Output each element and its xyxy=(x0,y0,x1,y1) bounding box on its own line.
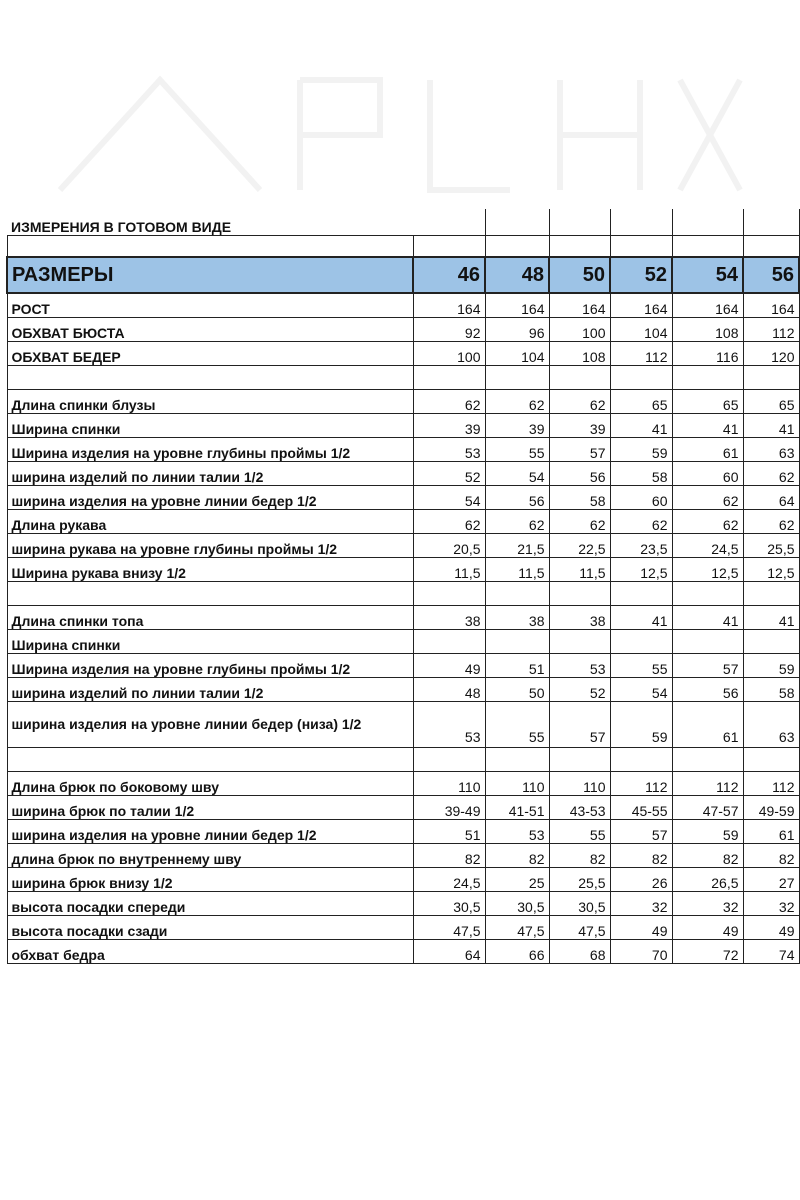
value-cell: 82 xyxy=(743,843,799,867)
value-cell: 50 xyxy=(485,677,549,701)
row-label: РОСТ xyxy=(7,293,413,317)
table-row xyxy=(7,771,799,795)
value-cell: 11,5 xyxy=(549,557,610,581)
value-cell: 32 xyxy=(672,891,743,915)
value-cell: 49 xyxy=(413,653,485,677)
table-row xyxy=(7,795,799,819)
value-cell: 39 xyxy=(549,413,610,437)
row-label: ширина изделия на уровне линии бедер 1/2 xyxy=(7,819,413,843)
row-label: ширина брюк внизу 1/2 xyxy=(7,867,413,891)
value-cell: 59 xyxy=(610,437,672,461)
value-cell: 110 xyxy=(549,771,610,795)
row-label: Ширина изделия на уровне глубины проймы 1/2 xyxy=(7,437,413,461)
value-cell: 38 xyxy=(485,605,549,629)
value-cell: 164 xyxy=(743,293,799,317)
value-cell: 39 xyxy=(413,413,485,437)
row-label: Длина спинки блузы xyxy=(7,389,413,413)
table-row xyxy=(7,461,799,485)
value-cell xyxy=(549,629,610,653)
value-cell: 49-59 xyxy=(743,795,799,819)
row-label: Длина рукава xyxy=(7,509,413,533)
value-cell: 112 xyxy=(672,771,743,795)
value-cell: 58 xyxy=(743,677,799,701)
value-cell: 41 xyxy=(672,605,743,629)
row-label: Ширина рукава внизу 1/2 xyxy=(7,557,413,581)
value-cell: 112 xyxy=(610,341,672,365)
value-cell: 164 xyxy=(672,293,743,317)
value-cell: 62 xyxy=(413,509,485,533)
value-cell: 60 xyxy=(672,461,743,485)
row-label: Длина спинки топа xyxy=(7,605,413,629)
value-cell: 25,5 xyxy=(743,533,799,557)
value-cell: 41 xyxy=(743,605,799,629)
blank-row xyxy=(7,747,799,771)
value-cell: 32 xyxy=(610,891,672,915)
table-row xyxy=(7,413,799,437)
value-cell: 43-53 xyxy=(549,795,610,819)
value-cell: 24,5 xyxy=(413,867,485,891)
table-row xyxy=(7,557,799,581)
value-cell: 25 xyxy=(485,867,549,891)
value-cell: 64 xyxy=(413,939,485,963)
value-cell: 59 xyxy=(610,701,672,747)
blank-row xyxy=(7,235,799,257)
value-cell: 30,5 xyxy=(549,891,610,915)
value-cell: 48 xyxy=(413,677,485,701)
table-row xyxy=(7,653,799,677)
value-cell: 41 xyxy=(743,413,799,437)
value-cell: 82 xyxy=(610,843,672,867)
table-title: ИЗМЕРЕНИЯ В ГОТОВОМ ВИДЕ xyxy=(7,209,413,235)
value-cell: 104 xyxy=(610,317,672,341)
value-cell: 11,5 xyxy=(413,557,485,581)
value-cell: 63 xyxy=(743,701,799,747)
value-cell xyxy=(413,629,485,653)
value-cell: 38 xyxy=(549,605,610,629)
size-46: 46 xyxy=(413,257,485,293)
row-label: ширина изделия на уровне линии бедер (низа) 1/2 xyxy=(7,701,413,747)
value-cell: 12,5 xyxy=(672,557,743,581)
value-cell: 59 xyxy=(743,653,799,677)
value-cell: 116 xyxy=(672,341,743,365)
value-cell: 55 xyxy=(485,437,549,461)
value-cell: 96 xyxy=(485,317,549,341)
value-cell: 59 xyxy=(672,819,743,843)
size-54: 54 xyxy=(672,257,743,293)
row-label: ширина изделий по линии талии 1/2 xyxy=(7,677,413,701)
value-cell: 41 xyxy=(610,605,672,629)
value-cell: 55 xyxy=(485,701,549,747)
value-cell: 68 xyxy=(549,939,610,963)
value-cell: 49 xyxy=(610,915,672,939)
value-cell: 24,5 xyxy=(672,533,743,557)
value-cell: 120 xyxy=(743,341,799,365)
value-cell: 47,5 xyxy=(549,915,610,939)
value-cell: 62 xyxy=(549,509,610,533)
value-cell: 11,5 xyxy=(485,557,549,581)
value-cell: 108 xyxy=(672,317,743,341)
value-cell: 53 xyxy=(413,437,485,461)
value-cell: 61 xyxy=(672,437,743,461)
value-cell: 12,5 xyxy=(610,557,672,581)
value-cell: 25,5 xyxy=(549,867,610,891)
row-label: Ширина спинки xyxy=(7,629,413,653)
row-label: ОБХВАТ БЕДЕР xyxy=(7,341,413,365)
value-cell: 27 xyxy=(743,867,799,891)
value-cell: 56 xyxy=(672,677,743,701)
value-cell: 70 xyxy=(610,939,672,963)
value-cell: 112 xyxy=(610,771,672,795)
value-cell: 47,5 xyxy=(413,915,485,939)
value-cell: 164 xyxy=(610,293,672,317)
table-row xyxy=(7,915,799,939)
value-cell: 58 xyxy=(610,461,672,485)
value-cell: 100 xyxy=(549,317,610,341)
value-cell: 30,5 xyxy=(485,891,549,915)
value-cell: 57 xyxy=(672,653,743,677)
row-label: ширина изделия на уровне линии бедер 1/2 xyxy=(7,485,413,509)
value-cell: 65 xyxy=(743,389,799,413)
table-row xyxy=(7,485,799,509)
row-label: ОБХВАТ БЮСТА xyxy=(7,317,413,341)
value-cell: 62 xyxy=(672,509,743,533)
value-cell xyxy=(743,629,799,653)
measurements-table xyxy=(6,209,800,964)
value-cell: 61 xyxy=(672,701,743,747)
table-row xyxy=(7,317,799,341)
table-row xyxy=(7,509,799,533)
value-cell: 53 xyxy=(485,819,549,843)
row-label: ширина изделий по линии талии 1/2 xyxy=(7,461,413,485)
value-cell: 58 xyxy=(549,485,610,509)
row-label: Ширина спинки xyxy=(7,413,413,437)
value-cell xyxy=(610,629,672,653)
value-cell: 65 xyxy=(672,389,743,413)
value-cell: 112 xyxy=(743,317,799,341)
table-row xyxy=(7,533,799,557)
table-row xyxy=(7,629,799,653)
row-label: Длина брюк по боковому шву xyxy=(7,771,413,795)
blank-row xyxy=(7,581,799,605)
table-row xyxy=(7,867,799,891)
value-cell: 41 xyxy=(672,413,743,437)
value-cell: 52 xyxy=(413,461,485,485)
value-cell: 110 xyxy=(485,771,549,795)
size-chart xyxy=(6,209,800,964)
value-cell: 82 xyxy=(413,843,485,867)
value-cell: 74 xyxy=(743,939,799,963)
table-row xyxy=(7,677,799,701)
value-cell: 65 xyxy=(610,389,672,413)
size-48: 48 xyxy=(485,257,549,293)
value-cell: 38 xyxy=(413,605,485,629)
value-cell: 30,5 xyxy=(413,891,485,915)
table-row xyxy=(7,939,799,963)
value-cell: 82 xyxy=(672,843,743,867)
value-cell: 62 xyxy=(610,509,672,533)
table-row xyxy=(7,605,799,629)
value-cell: 41 xyxy=(610,413,672,437)
sizes-label: РАЗМЕРЫ xyxy=(7,257,413,293)
table-row xyxy=(7,891,799,915)
value-cell: 49 xyxy=(672,915,743,939)
table-row xyxy=(7,389,799,413)
value-cell: 47,5 xyxy=(485,915,549,939)
value-cell: 62 xyxy=(672,485,743,509)
value-cell: 60 xyxy=(610,485,672,509)
value-cell: 56 xyxy=(549,461,610,485)
value-cell: 47-57 xyxy=(672,795,743,819)
value-cell: 22,5 xyxy=(549,533,610,557)
table-row xyxy=(7,293,799,317)
value-cell: 61 xyxy=(743,819,799,843)
value-cell: 51 xyxy=(413,819,485,843)
row-label: ширина брюк по талии 1/2 xyxy=(7,795,413,819)
value-cell: 72 xyxy=(672,939,743,963)
value-cell: 164 xyxy=(549,293,610,317)
value-cell: 62 xyxy=(743,461,799,485)
value-cell xyxy=(485,629,549,653)
value-cell: 39 xyxy=(485,413,549,437)
blank-row xyxy=(7,365,799,389)
value-cell: 57 xyxy=(549,437,610,461)
value-cell: 100 xyxy=(413,341,485,365)
table-row xyxy=(7,843,799,867)
value-cell: 49 xyxy=(743,915,799,939)
value-cell: 20,5 xyxy=(413,533,485,557)
value-cell: 57 xyxy=(549,701,610,747)
value-cell: 164 xyxy=(485,293,549,317)
value-cell: 41-51 xyxy=(485,795,549,819)
value-cell: 82 xyxy=(485,843,549,867)
value-cell: 112 xyxy=(743,771,799,795)
value-cell: 54 xyxy=(485,461,549,485)
value-cell: 62 xyxy=(413,389,485,413)
table-row xyxy=(7,819,799,843)
value-cell: 26 xyxy=(610,867,672,891)
title-row xyxy=(7,209,799,235)
value-cell: 26,5 xyxy=(672,867,743,891)
row-label: обхват бедра xyxy=(7,939,413,963)
row-label: длина брюк по внутреннему шву xyxy=(7,843,413,867)
value-cell: 54 xyxy=(610,677,672,701)
value-cell: 45-55 xyxy=(610,795,672,819)
value-cell: 92 xyxy=(413,317,485,341)
table-row xyxy=(7,341,799,365)
value-cell: 21,5 xyxy=(485,533,549,557)
value-cell: 23,5 xyxy=(610,533,672,557)
value-cell: 55 xyxy=(549,819,610,843)
value-cell: 64 xyxy=(743,485,799,509)
row-label: Ширина изделия на уровне глубины проймы 1/2 xyxy=(7,653,413,677)
value-cell: 62 xyxy=(549,389,610,413)
value-cell: 62 xyxy=(743,509,799,533)
value-cell: 12,5 xyxy=(743,557,799,581)
value-cell: 82 xyxy=(549,843,610,867)
size-52: 52 xyxy=(610,257,672,293)
faded-watermark xyxy=(40,40,760,220)
row-label: ширина рукава на уровне глубины проймы 1/2 xyxy=(7,533,413,557)
value-cell: 52 xyxy=(549,677,610,701)
value-cell: 63 xyxy=(743,437,799,461)
value-cell xyxy=(672,629,743,653)
value-cell: 54 xyxy=(413,485,485,509)
table-row xyxy=(7,437,799,461)
value-cell: 62 xyxy=(485,389,549,413)
value-cell: 66 xyxy=(485,939,549,963)
value-cell: 53 xyxy=(413,701,485,747)
value-cell: 55 xyxy=(610,653,672,677)
size-56: 56 xyxy=(743,257,799,293)
row-label: высота посадки спереди xyxy=(7,891,413,915)
value-cell: 62 xyxy=(485,509,549,533)
sizes-header-row xyxy=(7,257,799,293)
value-cell: 53 xyxy=(549,653,610,677)
value-cell: 108 xyxy=(549,341,610,365)
value-cell: 39-49 xyxy=(413,795,485,819)
value-cell: 57 xyxy=(610,819,672,843)
value-cell: 56 xyxy=(485,485,549,509)
size-50: 50 xyxy=(549,257,610,293)
value-cell: 104 xyxy=(485,341,549,365)
value-cell: 32 xyxy=(743,891,799,915)
table-row xyxy=(7,701,799,747)
value-cell: 164 xyxy=(413,293,485,317)
row-label: высота посадки сзади xyxy=(7,915,413,939)
value-cell: 110 xyxy=(413,771,485,795)
value-cell: 51 xyxy=(485,653,549,677)
